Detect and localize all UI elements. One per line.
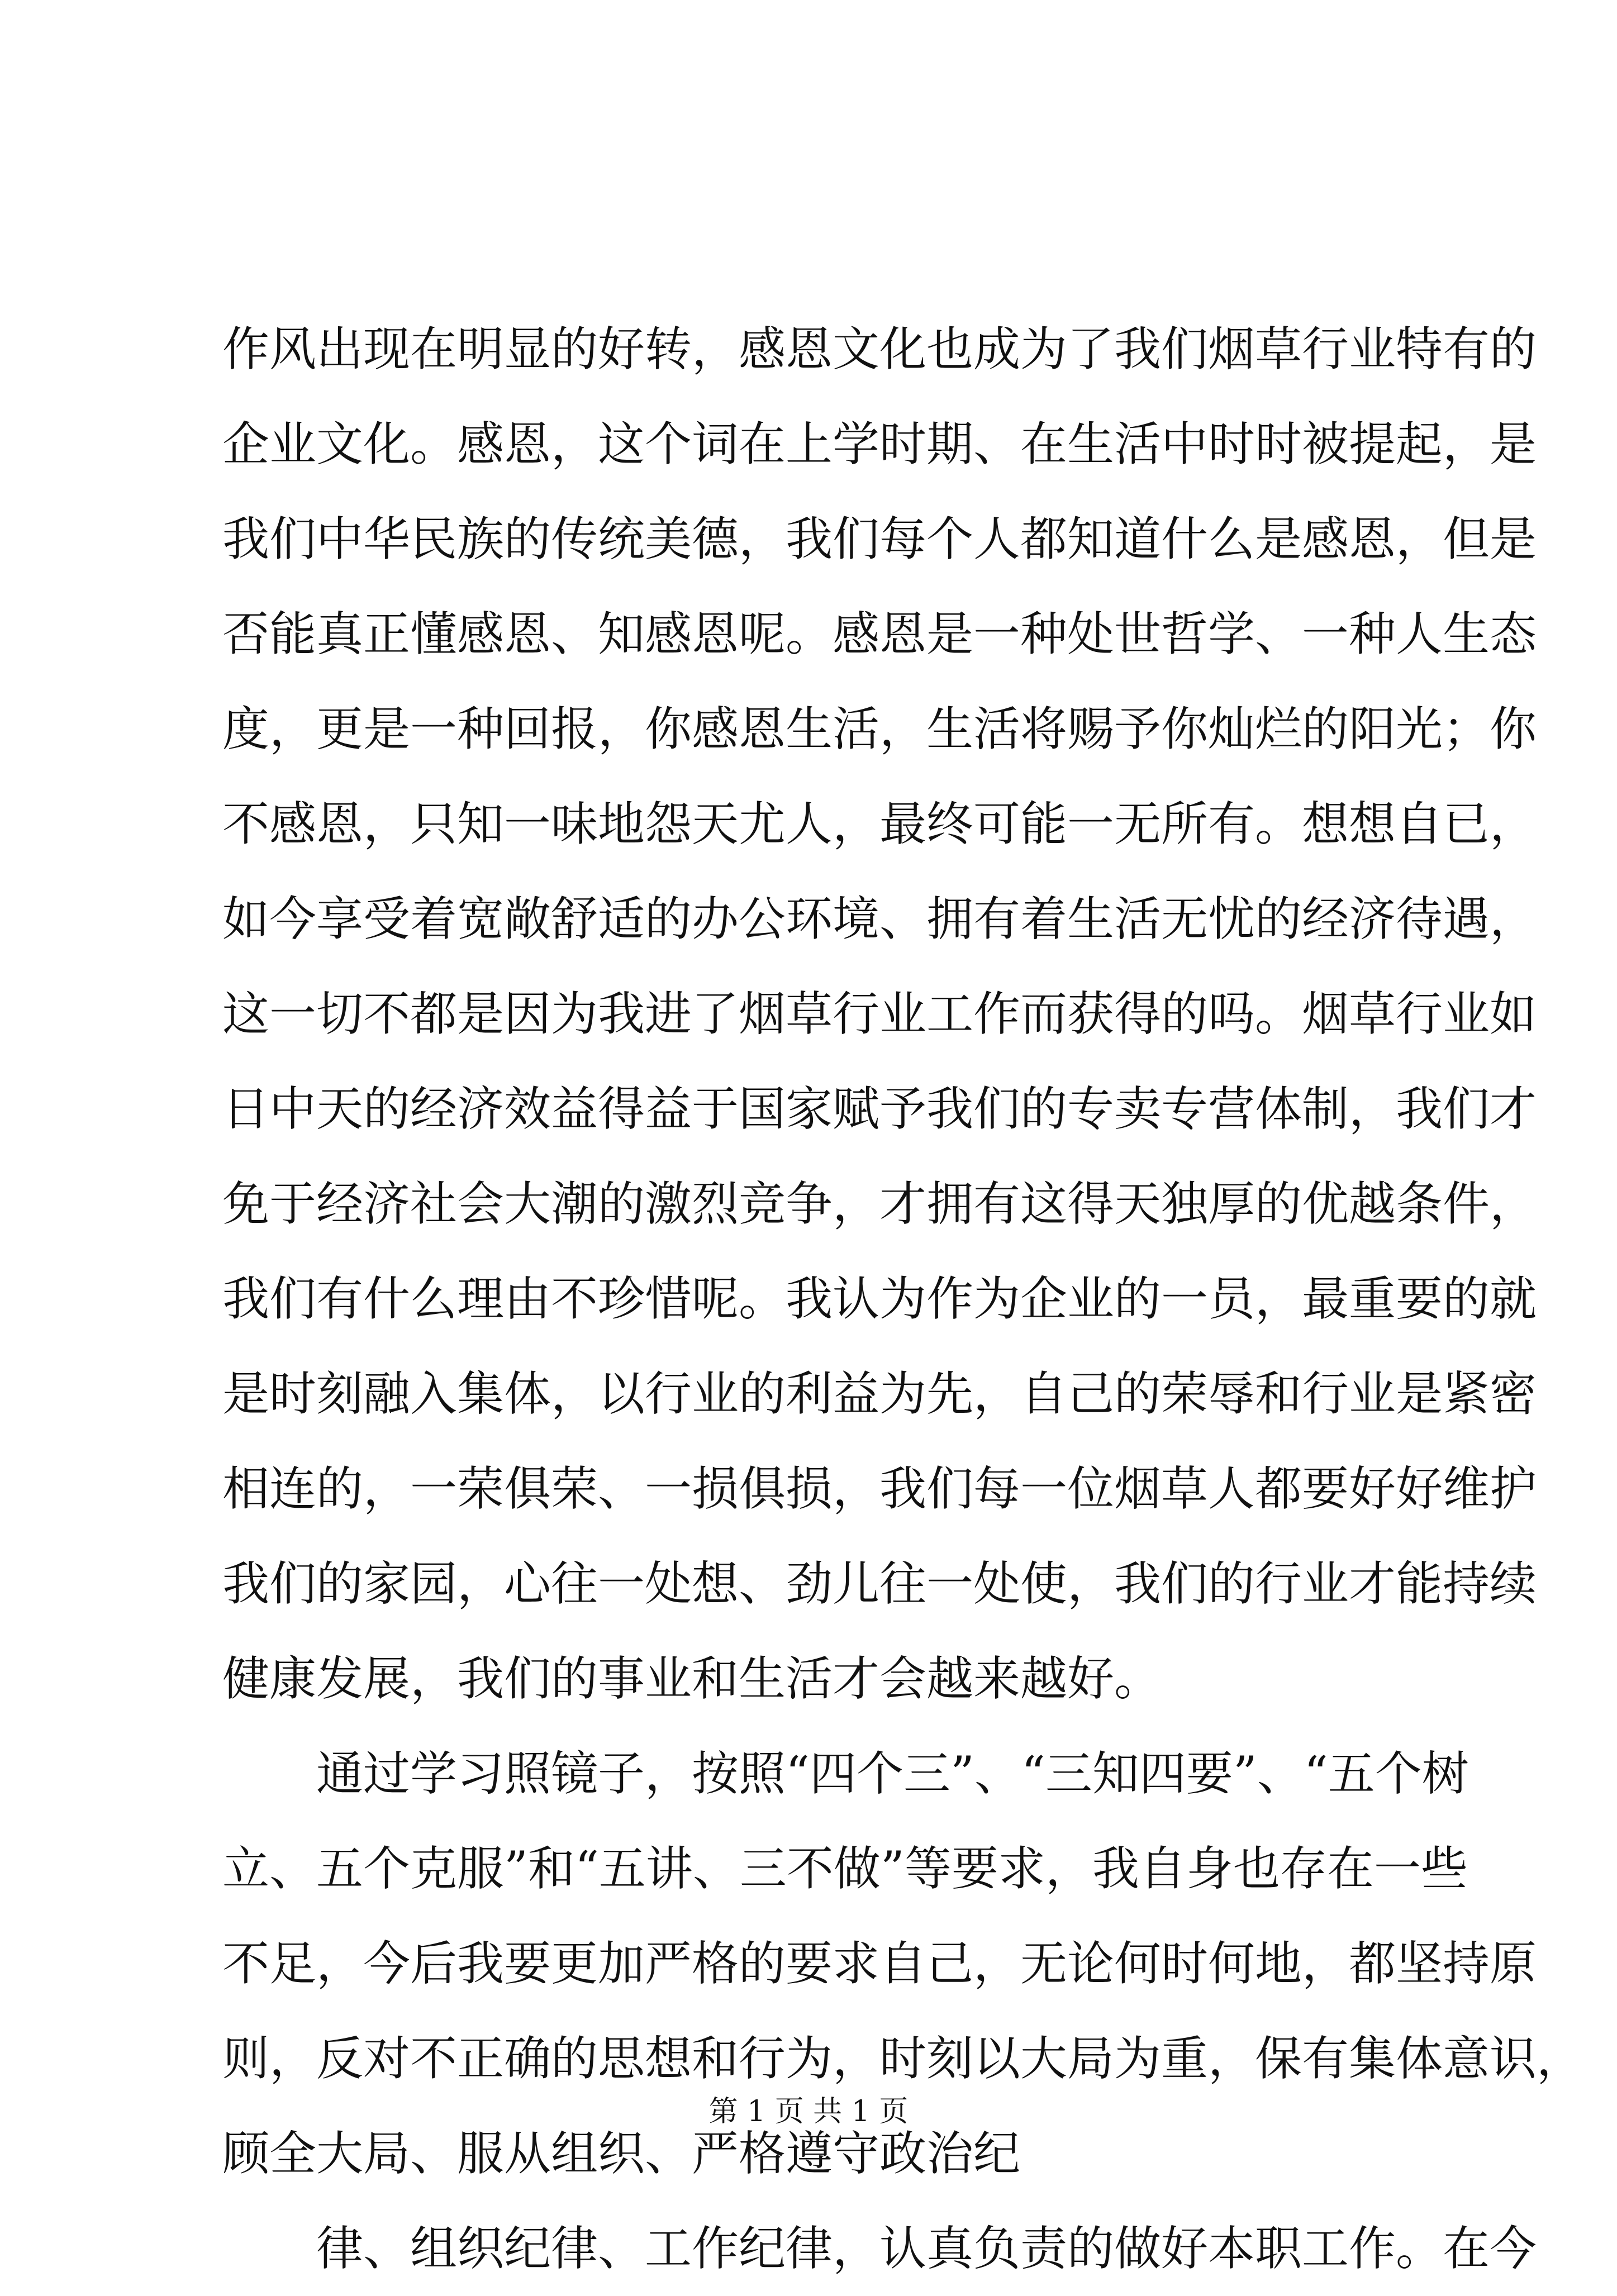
- text-line: 立、五个克服”和“五讲、三不做”等要求，我自身也存在一些: [222, 1841, 1468, 1896]
- body-text: [222, 302, 1584, 2296]
- text-line: 是时刻融入集体，以行业的利益为先，自己的荣辱和行业是紧密: [222, 1366, 1537, 1421]
- text-line: 我们有什么理由不珍惜呢。我认为作为企业的一员，最重要的就: [222, 1271, 1537, 1326]
- text-line: 我们中华民族的传统美德，我们每个人都知道什么是感恩，但是: [222, 512, 1537, 566]
- text-line: 通过学习照镜子，按照“四个三”、“三知四要”、“五个树: [316, 1746, 1469, 1801]
- text-line: 免于经济社会大潮的激烈竞争，才拥有这得天独厚的优越条件，: [222, 1176, 1537, 1231]
- text-line: 度，更是一种回报，你感恩生活，生活将赐予你灿烂的阳光；你: [222, 702, 1537, 756]
- text-line: 日中天的经济效益得益于国家赋予我们的专卖专营体制，我们才: [222, 1082, 1537, 1136]
- text-line: 相连的，一荣俱荣、一损俱损，我们每一位烟草人都要好好维护: [222, 1461, 1537, 1516]
- text-line: 我们的家园，心往一处想、劲儿往一处使，我们的行业才能持续: [222, 1556, 1537, 1611]
- text-line: 顾全大局、服从组织、严格遵守政治纪: [222, 2126, 1021, 2181]
- text-line: 健康发展，我们的事业和生活才会越来越好。: [222, 1651, 1162, 1706]
- text-line: 否能真正懂感恩、知感恩呢。感恩是一种处世哲学、一种人生态: [222, 607, 1537, 661]
- text-line: 企业文化。感恩，这个词在上学时期、在生活中时时被提起，是: [222, 417, 1537, 471]
- text-line: 则，反对不正确的思想和行为，时刻以大局为重，保有集体意识，: [222, 2031, 1584, 2086]
- text-line: 不足，今后我要更加严格的要求自己，无论何时何地，都坚持原: [222, 1936, 1537, 1991]
- text-line: 律、组织纪律、工作纪律，认真负责的做好本职工作。在今: [316, 2221, 1537, 2276]
- page-footer: 第 1 页 共 1 页: [708, 2095, 909, 2128]
- text-line: 作风出现在明显的好转，感恩文化也成为了我们烟草行业特有的: [222, 322, 1537, 377]
- text-line: 这一切不都是因为我进了烟草行业工作而获得的吗。烟草行业如: [222, 987, 1537, 1041]
- text-line: 不感恩，只知一味地怨天尤人，最终可能一无所有。想想自已，: [222, 797, 1537, 851]
- text-line: 如今享受着宽敞舒适的办公环境、拥有着生活无忧的经济待遇，: [222, 892, 1537, 946]
